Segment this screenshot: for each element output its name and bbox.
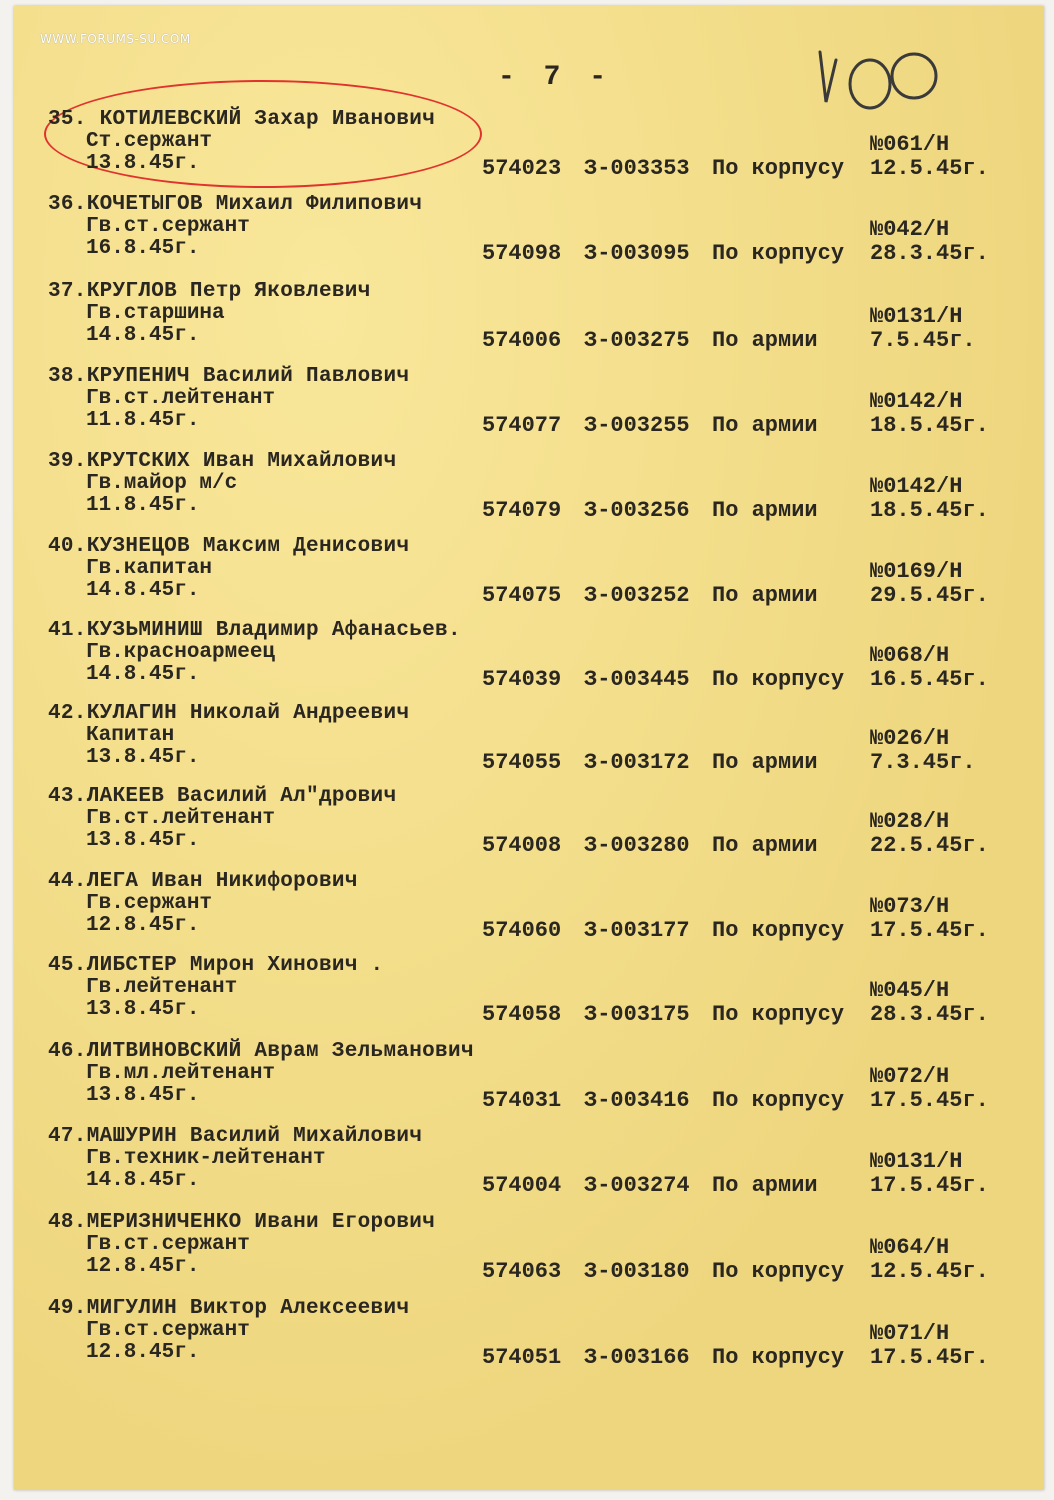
entry-by: По армии — [712, 833, 818, 858]
entry-order: №064/Н — [870, 1235, 950, 1260]
entry-order: №042/Н — [870, 217, 950, 242]
list-item — [0, 1125, 1054, 1209]
entry-order: №068/Н — [870, 643, 950, 668]
list-item — [0, 785, 1054, 869]
entry-number: 574055 — [482, 750, 562, 775]
entry-name: 40.КУЗНЕЦОВ Максим Денисович — [48, 535, 410, 558]
entry-order-date: 7.5.45г. — [870, 328, 976, 353]
entry-order-date: 16.5.45г. — [870, 667, 989, 692]
entry-order: №073/Н — [870, 894, 950, 919]
entry-rank: Гв.ст.лейтенант — [86, 807, 276, 830]
entry-rank: Гв.старшина — [86, 302, 225, 325]
entry-rank: Гв.ст.сержант — [86, 215, 250, 238]
entry-series: З-003280 — [584, 833, 690, 858]
entry-order-date: 29.5.45г. — [870, 583, 989, 608]
entry-series: З-003256 — [584, 498, 690, 523]
entry-number: 574098 — [482, 241, 562, 266]
entry-by: По армии — [712, 498, 818, 523]
entry-series: З-003275 — [584, 328, 690, 353]
entry-series: З-003255 — [584, 413, 690, 438]
entry-series: З-003180 — [584, 1259, 690, 1284]
entry-by: По армии — [712, 1173, 818, 1198]
entry-rank: Гв.мл.лейтенант — [86, 1062, 276, 1085]
entry-name: 36.КОЧЕТЫГОВ Михаил Филипович — [48, 193, 423, 216]
entry-by: По корпусу — [712, 1345, 845, 1370]
entry-number: 574006 — [482, 328, 562, 353]
entry-order-date: 22.5.45г. — [870, 833, 989, 858]
entry-by: По корпусу — [712, 1088, 845, 1113]
entry-date: 16.8.45г. — [86, 237, 200, 260]
entry-series: З-003172 — [584, 750, 690, 775]
entry-number: 574079 — [482, 498, 562, 523]
entry-name: 44.ЛЕГА Иван Никифорович — [48, 870, 358, 893]
entry-series: З-003252 — [584, 583, 690, 608]
entry-date: 11.8.45г. — [86, 494, 200, 517]
entry-number: 574023 — [482, 156, 562, 181]
entry-order-date: 12.5.45г. — [870, 1259, 989, 1284]
list-item — [0, 954, 1054, 1038]
entry-number: 574004 — [482, 1173, 562, 1198]
entry-date: 14.8.45г. — [86, 1169, 200, 1192]
list-item — [0, 1040, 1054, 1124]
entry-rank: Гв.капитан — [86, 557, 213, 580]
entry-name: 48.МЕРИЗНИЧЕНКО Ивани Егорович — [48, 1211, 436, 1234]
entry-order: №045/Н — [870, 978, 950, 1003]
entry-name: 39.КРУТСКИХ Иван Михайлович — [48, 450, 397, 473]
entry-order-date: 28.3.45г. — [870, 241, 989, 266]
list-item — [0, 619, 1054, 703]
list-item — [0, 108, 1054, 192]
entry-series: З-003274 — [584, 1173, 690, 1198]
watermark: WWW.FORUMS-SU.COM — [40, 32, 191, 46]
list-item — [0, 450, 1054, 534]
entry-date: 12.8.45г. — [86, 914, 200, 937]
entry-rank: Гв.ст.лейтенант — [86, 387, 276, 410]
entry-by: По корпусу — [712, 1002, 845, 1027]
entry-order: №0169/Н — [870, 559, 963, 584]
entry-by: По корпусу — [712, 918, 845, 943]
entry-date: 12.8.45г. — [86, 1341, 200, 1364]
entry-by: По армии — [712, 583, 818, 608]
entry-number: 574077 — [482, 413, 562, 438]
entry-order: №0142/Н — [870, 474, 963, 499]
entry-order-date: 12.5.45г. — [870, 156, 989, 181]
entry-date: 13.8.45г. — [86, 152, 200, 175]
entry-date: 13.8.45г. — [86, 998, 200, 1021]
entry-date: 11.8.45г. — [86, 409, 200, 432]
entry-series: З-003175 — [584, 1002, 690, 1027]
entry-by: По корпусу — [712, 667, 845, 692]
entry-series: З-003177 — [584, 918, 690, 943]
entry-name: 47.МАШУРИН Василий Михайлович — [48, 1125, 423, 1148]
entry-rank: Гв.майор м/с — [86, 472, 238, 495]
list-item — [0, 1297, 1054, 1381]
entry-rank: Гв.техник-лейтенант — [86, 1147, 326, 1170]
entry-name: 43.ЛАКЕЕВ Василий Ал"дрович — [48, 785, 397, 808]
entry-name: 38.КРУПЕНИЧ Василий Павлович — [48, 365, 410, 388]
entry-order: №0142/Н — [870, 389, 963, 414]
entry-name: 41.КУЗЬМИНИШ Владимир Афанасьев. — [48, 619, 461, 642]
entry-series: З-003445 — [584, 667, 690, 692]
entry-date: 14.8.45г. — [86, 579, 200, 602]
list-item — [0, 365, 1054, 449]
entry-order-date: 17.5.45г. — [870, 1173, 989, 1198]
entry-rank: Гв.красноармеец — [86, 641, 276, 664]
entry-series: З-003416 — [584, 1088, 690, 1113]
entry-by: По корпусу — [712, 156, 845, 181]
entry-order: №072/Н — [870, 1064, 950, 1089]
entry-order: №061/Н — [870, 132, 950, 157]
entry-date: 12.8.45г. — [86, 1255, 200, 1278]
entry-number: 574058 — [482, 1002, 562, 1027]
entry-by: По армии — [712, 328, 818, 353]
entry-by: По армии — [712, 750, 818, 775]
entry-date: 14.8.45г. — [86, 324, 200, 347]
list-item — [0, 1211, 1054, 1295]
entry-number: 574031 — [482, 1088, 562, 1113]
entry-rank: Гв.ст.сержант — [86, 1319, 250, 1342]
entry-rank: Гв.лейтенант — [86, 976, 238, 999]
entry-number: 574051 — [482, 1345, 562, 1370]
entry-rank: Гв.сержант — [86, 892, 213, 915]
entry-name: 35. КОТИЛЕВСКИЙ Захар Иванович — [48, 108, 436, 131]
entry-name: 37.КРУГЛОВ Петр Яковлевич — [48, 280, 371, 303]
entry-name: 45.ЛИБСТЕР Мирон Хинович . — [48, 954, 384, 977]
list-item — [0, 193, 1054, 277]
entry-date: 13.8.45г. — [86, 829, 200, 852]
list-item — [0, 280, 1054, 364]
entry-number: 574060 — [482, 918, 562, 943]
entry-date: 13.8.45г. — [86, 1084, 200, 1107]
entry-order: №0131/Н — [870, 1149, 963, 1174]
entry-number: 574008 — [482, 833, 562, 858]
entry-order-date: 17.5.45г. — [870, 1345, 989, 1370]
entry-name: 42.КУЛАГИН Николай Андреевич — [48, 702, 410, 725]
entry-rank: Гв.ст.сержант — [86, 1233, 250, 1256]
entry-rank: Капитан — [86, 724, 175, 747]
entry-number: 574039 — [482, 667, 562, 692]
entry-by: По корпусу — [712, 1259, 845, 1284]
entry-order-date: 18.5.45г. — [870, 498, 989, 523]
entry-order: №071/Н — [870, 1321, 950, 1346]
entry-order-date: 7.3.45г. — [870, 750, 976, 775]
entry-series: З-003095 — [584, 241, 690, 266]
entry-series: З-003353 — [584, 156, 690, 181]
entry-name: 46.ЛИТВИНОВСКИЙ Аврам Зельманович — [48, 1040, 474, 1063]
entry-date: 14.8.45г. — [86, 663, 200, 686]
list-item — [0, 870, 1054, 954]
entry-by: По армии — [712, 413, 818, 438]
list-item — [0, 702, 1054, 786]
entry-order-date: 17.5.45г. — [870, 918, 989, 943]
entry-order: №026/Н — [870, 726, 950, 751]
entry-order-date: 18.5.45г. — [870, 413, 989, 438]
entry-number: 574075 — [482, 583, 562, 608]
entry-date: 13.8.45г. — [86, 746, 200, 769]
entry-series: З-003166 — [584, 1345, 690, 1370]
entry-name: 49.МИГУЛИН Виктор Алексеевич — [48, 1297, 410, 1320]
entry-number: 574063 — [482, 1259, 562, 1284]
entry-order: №0131/Н — [870, 304, 963, 329]
entry-order-date: 17.5.45г. — [870, 1088, 989, 1113]
page-number: - 7 - — [498, 62, 613, 93]
entry-by: По корпусу — [712, 241, 845, 266]
entry-order-date: 28.3.45г. — [870, 1002, 989, 1027]
list-item — [0, 535, 1054, 619]
entry-rank: Ст.сержант — [86, 130, 213, 153]
entry-order: №028/Н — [870, 809, 950, 834]
